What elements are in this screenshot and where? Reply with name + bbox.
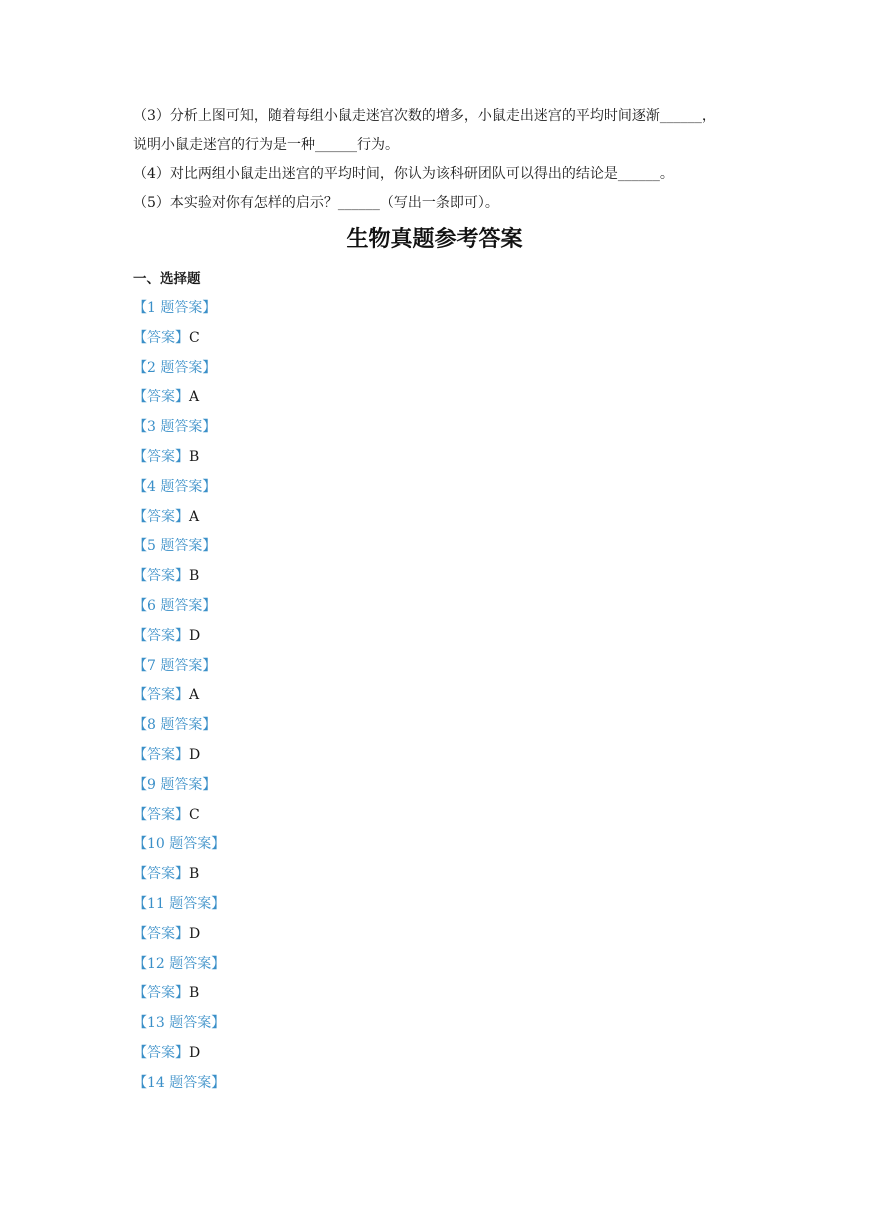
question-3-line-2: 说明小鼠走迷宫的行为是一种______行为。	[133, 137, 399, 153]
answer-label: 【答案】	[133, 985, 189, 1002]
section-heading: 一、选择题	[133, 271, 201, 287]
answer-header-4: 【4 题答案】	[133, 478, 217, 495]
answer-header-11: 【11 题答案】	[133, 895, 226, 912]
answer-label: 【答案】	[133, 866, 189, 883]
answer-value: B	[189, 866, 200, 883]
answer-header-9: 【9 题答案】	[133, 776, 217, 793]
answer-label: 【答案】	[133, 508, 189, 525]
answer-label: 【答案】	[133, 746, 189, 763]
answer-label: 【答案】	[133, 1044, 189, 1061]
question-3-line-1: （3）分析上图可知，随着每组小鼠走迷宫次数的增多，小鼠走出迷宫的平均时间逐渐______，	[133, 108, 716, 124]
answer-header-8: 【8 题答案】	[133, 717, 217, 734]
answer-header-12: 【12 题答案】	[133, 955, 226, 972]
answer-row-1	[133, 324, 533, 354]
answer-list	[133, 294, 533, 1099]
answer-header-13: 【13 题答案】	[133, 1015, 226, 1032]
answer-label: 【答案】	[133, 568, 189, 585]
answer-header-6: 【6 题答案】	[133, 597, 217, 614]
question-block	[133, 102, 753, 218]
answer-value: B	[189, 448, 200, 465]
answer-value: D	[189, 746, 201, 763]
answer-header-1: 【1 题答案】	[133, 300, 217, 316]
answer-label: 【答案】	[133, 627, 189, 644]
answer-header-3: 【3 题答案】	[133, 419, 217, 436]
answer-row-10	[133, 860, 533, 890]
answer-row-6	[133, 622, 533, 652]
answer-header-5: 【5 题答案】	[133, 538, 217, 555]
page-title: 生物真题参考答案	[346, 227, 523, 252]
answer-row-9	[133, 801, 533, 831]
answer-row-5	[133, 562, 533, 592]
answer-value: A	[189, 687, 200, 704]
answer-row-13	[133, 1039, 533, 1069]
answer-label: 【答案】	[133, 389, 189, 406]
answer-row-7	[133, 681, 533, 711]
answer-value: D	[189, 627, 201, 644]
answer-row-11	[133, 920, 533, 950]
answer-label: 【答案】	[133, 687, 189, 704]
answer-label: 【答案】	[133, 806, 189, 823]
answer-header-7: 【7 题答案】	[133, 657, 217, 674]
question-4: （4）对比两组小鼠走出迷宫的平均时间，你认为该科研团队可以得出的结论是______。	[133, 166, 674, 182]
answer-value: A	[189, 508, 200, 525]
answer-header-14: 【14 题答案】	[133, 1074, 226, 1091]
answer-label: 【答案】	[133, 448, 189, 465]
answer-header-2: 【2 题答案】	[133, 359, 217, 376]
answer-header-10: 【10 题答案】	[133, 836, 226, 853]
answer-row-12	[133, 979, 533, 1009]
answer-row-3	[133, 443, 533, 473]
answer-label: 【答案】	[133, 329, 189, 346]
answer-label: 【答案】	[133, 925, 189, 942]
answer-value: C	[189, 806, 200, 823]
answer-value: A	[189, 389, 200, 406]
answer-value: C	[189, 329, 200, 346]
answer-row-8	[133, 741, 533, 771]
answer-row-4	[133, 503, 533, 533]
answer-value: D	[189, 1044, 201, 1061]
answer-value: B	[189, 568, 200, 585]
question-5: （5）本实验对你有怎样的启示？______（写出一条即可）。	[133, 195, 499, 211]
answer-value: B	[189, 985, 200, 1002]
answer-value: D	[189, 925, 201, 942]
answer-row-2	[133, 383, 533, 413]
